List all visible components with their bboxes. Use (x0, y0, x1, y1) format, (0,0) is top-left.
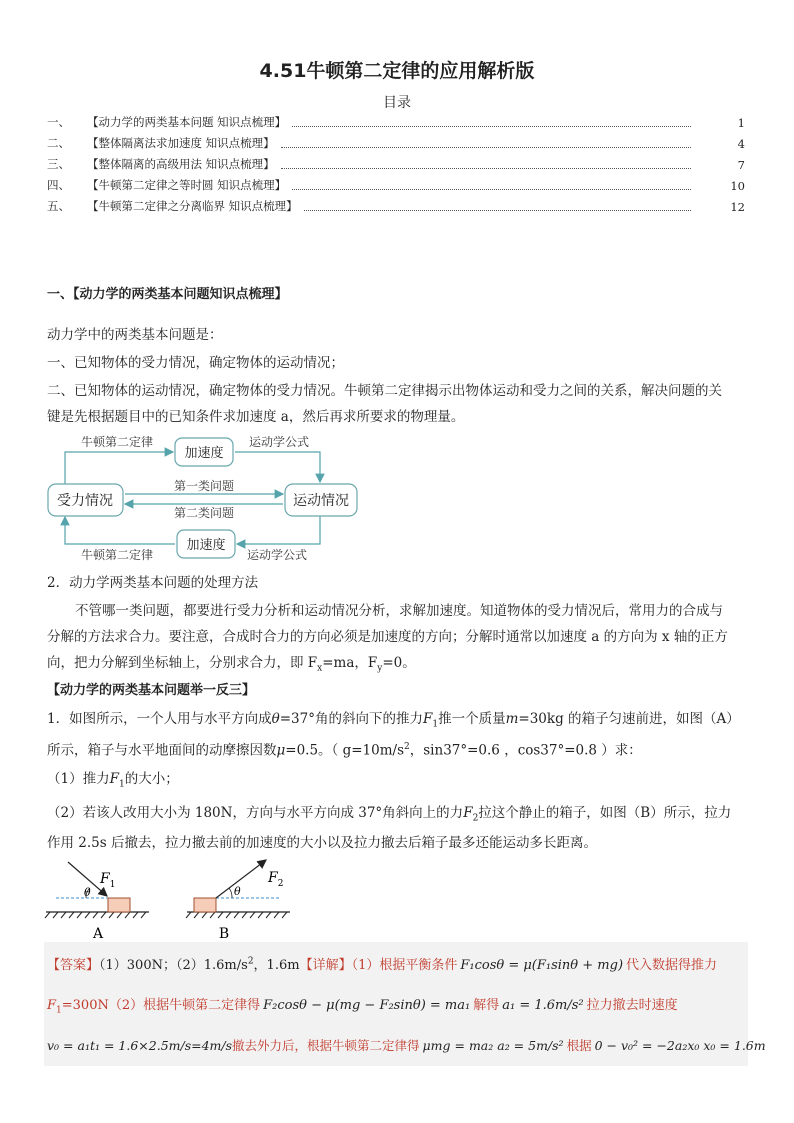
paragraph: 键是先根据题目中的已知条件求加速度 a，然后再求所要求的物理量。 (47, 409, 465, 425)
toc-num: 三、 (47, 157, 70, 171)
subscript: 1 (56, 1005, 62, 1016)
question-line: 作用 2.5s 后撤去，拉力撤去前的加速度的大小以及拉力撤去后箱子最多还能运动多长距离。 (47, 835, 597, 851)
f1-subscript: 1 (109, 880, 116, 890)
text: 1．如图所示，一个人用与水平方向成 (47, 711, 272, 727)
toc-num: 一、 (47, 115, 70, 129)
label-kinematics-bottom: 运动学公式 (246, 548, 308, 562)
math-var: F (47, 998, 57, 1013)
angle-arc (229, 888, 232, 898)
toc-leader-dots (304, 210, 691, 211)
label-newton-bottom: 牛顿第二定律 (80, 548, 154, 562)
toc-text: 【动力学的两类基本问题 知识点梳理】 (87, 115, 287, 129)
text: =0.5。（ g=10m/s (285, 742, 405, 759)
arrow-bottom-left (65, 517, 175, 544)
toc-text: 【牛顿第二定律之等时圆 知识点梳理】 (87, 178, 287, 192)
force-arrow-f2 (216, 860, 266, 898)
answer-line (47, 994, 678, 1016)
examples-heading: 【动力学的两类基本问题举一反三】 (47, 683, 256, 698)
method-heading: 2．动力学两类基本问题的处理方法 (47, 575, 259, 591)
formula: a₁ = 1.6m/s² (502, 998, 584, 1013)
text: 拉这个静止的箱子，如图（B）所示，拉力 (478, 805, 732, 821)
math-var: F (422, 711, 433, 727)
answer-line (47, 1036, 766, 1054)
text: =30kg 的箱子匀速前进，如图（A） (518, 711, 740, 727)
text: 的大小； (124, 771, 179, 787)
answer-text: （1）300N；（2）1.6m/s (99, 958, 248, 973)
subscript: y (377, 663, 383, 674)
paragraph: 动力学中的两类基本问题是： (47, 327, 223, 343)
paragraph: 二、已知物体的运动情况，确定物体的受力情况。牛顿第二定律揭示出物体运动和受力之间的关系，解决问题的关 (47, 383, 722, 399)
toc-leader-dots (292, 126, 691, 127)
figure-a-b (44, 856, 294, 944)
toc-num: 四、 (47, 178, 70, 192)
superscript: 2 (247, 956, 254, 967)
label-newton-top: 牛顿第二定律 (80, 435, 154, 449)
formula: μmg = ma₂ a₂ = 5m/s² (422, 1038, 564, 1053)
toc-row[interactable] (47, 198, 745, 214)
dynamics-flow-diagram (45, 432, 365, 567)
subscript: 2 (472, 813, 479, 824)
question-line (47, 734, 747, 764)
toc-num: 二、 (47, 136, 70, 150)
paragraph (47, 650, 747, 682)
toc-heading: 目录 (383, 95, 411, 111)
answer-text: ，1.6m (253, 958, 300, 973)
figure-a (45, 862, 149, 942)
toc-num: 五、 (47, 199, 70, 213)
arrow-top-left (65, 452, 173, 484)
text: 向，把力分解到坐标轴上，分别求合力，即 F (47, 655, 318, 671)
figure-b-label: B (218, 926, 230, 942)
text: =0。 (382, 655, 416, 671)
box-accel-bottom-label: 加速度 (186, 538, 226, 553)
f2-label (267, 870, 283, 889)
toc-leader-dots (292, 189, 691, 190)
detail-text: 解得 (473, 998, 500, 1013)
answer-tag: 【答案】 (47, 958, 100, 973)
formula: F₁cosθ = μ(F₁sinθ + mg) (460, 958, 624, 973)
detail-text: 代入数据得推力 (626, 958, 718, 973)
toc-page: 12 (730, 200, 745, 214)
box-a (108, 898, 130, 912)
toc-text: 【整体隔离的高级用法 知识点梳理】 (87, 157, 275, 171)
question-line (47, 800, 747, 832)
toc-leader-dots (281, 168, 691, 169)
toc-row[interactable] (47, 114, 745, 130)
paragraph: 分解的方法求合力。要注意，合成时合力的方向必须是加速度的方向；分解时通常以加速度 a 的方向为 x 轴的正方 (47, 629, 728, 645)
detail-text: （1）根据平衡条件 (351, 958, 458, 973)
formula: 0 − v₀² = −2a₂x₀ x₀ = 1.6m (594, 1038, 766, 1053)
toc-page: 1 (737, 116, 745, 130)
toc-row[interactable] (47, 156, 745, 172)
detail-text: 根据 (566, 1038, 592, 1053)
toc-page: 7 (737, 158, 745, 172)
toc-text: 【牛顿第二定律之分离临界 知识点梳理】 (87, 199, 298, 213)
f1-letter: F (100, 871, 110, 887)
f2-subscript: 2 (277, 879, 284, 889)
math-var: F (109, 771, 119, 787)
text: （1）推力 (47, 771, 110, 787)
label-second-problem: 第二类问题 (173, 506, 235, 520)
text: ，sin37°=0.6 ，cos37°=0.8 ）求： (409, 742, 642, 759)
detail-text: 撤去外力后，根据牛顿第二定律得 (232, 1038, 420, 1053)
math-var: m (505, 711, 519, 727)
paragraph: 一、已知物体的受力情况，确定物体的运动情况； (47, 355, 344, 371)
toc-row[interactable] (47, 177, 745, 193)
detail-text: 拉力撤去时速度 (586, 998, 678, 1013)
box-accel-top-label: 加速度 (184, 446, 224, 461)
text: （2）若该人改用大小为 180N，方向与水平方向成 37°角斜向上的力 (47, 805, 464, 821)
figure-a-label: A (92, 926, 104, 942)
paragraph: 不管哪一类问题，都要进行受力分析和运动情况分析，求解加速度。知道物体的受力情况后，常用力的合成与 (75, 603, 723, 619)
text: =ma，F (322, 655, 378, 671)
answer-line (47, 954, 717, 973)
math-var: F (463, 805, 473, 821)
math-var: μ (276, 742, 286, 759)
subscript: 1 (118, 779, 125, 790)
math-var: θ (271, 711, 280, 727)
formula: F₂cosθ − μ(mg − F₂sinθ) = ma₁ (263, 998, 471, 1013)
arrow-bottom-right (237, 515, 320, 544)
subscript: 1 (432, 719, 439, 730)
question-line (47, 706, 747, 738)
page-title: 4.51牛顿第二定律的应用解析版 (259, 60, 535, 82)
toc-text: 【整体隔离法求加速度 知识点梳理】 (87, 136, 275, 150)
subscript: x (317, 663, 323, 674)
text: =37°角的斜向下的推力 (279, 711, 423, 727)
theta-label: θ (84, 886, 91, 899)
question-line (47, 766, 747, 798)
label-kinematics-top: 运动学公式 (248, 435, 310, 449)
f1-label (99, 871, 115, 890)
text: 推一个质量 (438, 711, 506, 727)
box-b (194, 898, 216, 912)
toc-leader-dots (281, 147, 691, 148)
arrow-top-right (235, 452, 320, 482)
box-motion-label: 运动情况 (293, 493, 349, 509)
detail-text: =300N（2）根据牛顿第二定律得 (61, 998, 261, 1013)
toc-page: 4 (737, 137, 745, 151)
toc-page: 10 (730, 179, 745, 193)
text: 所示，箱子与水平地面间的动摩擦因数 (47, 742, 277, 759)
toc-row[interactable] (47, 135, 745, 151)
theta-label: θ (234, 885, 241, 898)
superscript: 2 (404, 742, 410, 752)
box-force-label: 受力情况 (57, 493, 113, 509)
section-title: 一、【动力学的两类基本问题知识点梳理】 (47, 287, 288, 302)
figure-b (186, 860, 290, 942)
label-first-problem: 第一类问题 (173, 479, 235, 493)
detail-tag: 【详解】 (299, 958, 352, 973)
formula: v₀ = a₁t₁ = 1.6×2.5m/s=4m/s (47, 1038, 233, 1053)
f2-letter: F (268, 870, 278, 886)
